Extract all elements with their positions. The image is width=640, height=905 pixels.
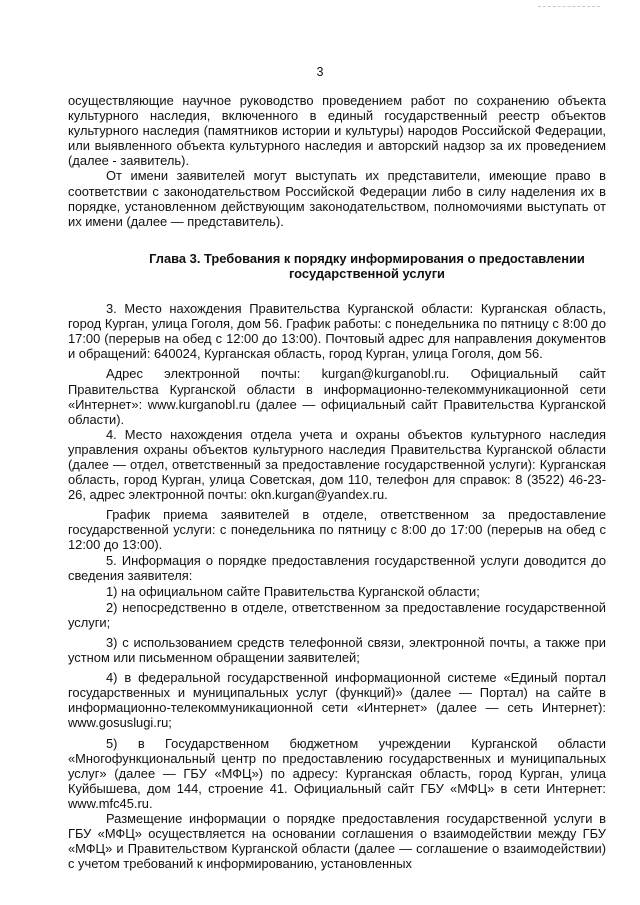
paragraph-representative: От имени заявителей могут выступать их представители, имеющие право в соответствии с законодательством Российской Федерации либо в силу наделения их в порядке, установленном действующим законодательством, полномочиями выступать от их имени (далее — представитель). xyxy=(68,168,606,229)
list-item-portal: 4) в федеральной государственной информационной системе «Единый портал государственных и муниципальных услуг (функций)» (далее — Портал) на сайте в информационно-телекоммуникационной сети «Интернет» (далее — сеть Интернет): www.gosuslugi.ru; xyxy=(68,670,606,731)
paragraph-mfc-agreement: Размещение информации о порядке предоставления государственной услуги в ГБУ «МФЦ» осуществляется на основании соглашения о взаимодействии между ГБУ «МФЦ» и Правительством Курганской области (далее — соглашение о взаимодействии) с учетом требований к информированию, установленных xyxy=(68,811,606,872)
list-item-department: 2) непосредственно в отделе, ответственном за предоставление государственной услуги; xyxy=(68,599,606,630)
page-number: 3 xyxy=(316,65,324,79)
document-body xyxy=(68,93,606,871)
chapter-heading: Глава 3. Требования к порядку информирования о предоставлении государственной услуги xyxy=(149,250,585,281)
paragraph-info-channels: 5. Информация о порядке предоставления государственной услуги доводится до сведения заявителя: xyxy=(68,552,606,583)
paragraph-government-location: 3. Место нахождения Правительства Курганской области: Курганская область, город Курган, улица Гоголя, дом 56. График работы: с понедельника по пятницу с 8:00 до 17:00 (перерыв на обед с 12:00 до 13:00). Почтовый адрес для направления документов и обращений: 640024, Курганская область, город Курган, улица Гоголя, дом 56. xyxy=(68,301,606,362)
paragraph-reception-schedule: График приема заявителей в отделе, ответственном за предоставление государственной услуги: с понедельника по пятницу с 8:00 до 17:00 (перерыв на обед с 12:00 до 13:00). xyxy=(68,507,606,553)
list-item-official-site: 1) на официальном сайте Правительства Курганской области; xyxy=(106,583,480,599)
paragraph-department-location: 4. Место нахождения отдела учета и охраны объектов культурного наследия управления охраны объектов культурного наследия Правительства Курганской области (далее — отдел, ответственный за предоставление государственной услуги): Курганская область, город Курган, улица Советская, дом 110, телефон для справок: 8 (3522) 46-23-26, адрес электронной почты: okn.kurgan@yandex.ru. xyxy=(68,426,606,503)
paragraph-applicant-definition: осуществляющие научное руководство проведением работ по сохранению объекта культурного наследия, включенного в единый государственный реестр объектов культурного наследия (памятников истории и культуры) народов Российской Федерации, или выявленного объекта культурного наследия и авторский надзор за их проведением (далее - заявитель). xyxy=(68,93,606,169)
list-item-mfc: 5) в Государственном бюджетном учреждении Курганской области «Многофункциональный центр по предоставлению государственных и муниципальных услуг» (далее — ГБУ «МФЦ») по адресу: Курганская область, город Курган, улица Куйбышева, дом 144, строение 41. Официальный сайт ГБУ «МФЦ» в сети Интернет: www.mfc45.ru. xyxy=(68,735,606,811)
paragraph-email-website: Адрес электронной почты: kurgan@kurganobl.ru. Официальный сайт Правительства Курганской области в информационно-телекоммуникационной сети «Интернет»: www.kurganobl.ru (далее — официальный сайт Правительства Курганской области). xyxy=(68,366,606,427)
scan-artifact-line xyxy=(538,6,600,7)
list-item-phone-email: 3) с использованием средств телефонной связи, электронной почты, а также при устном или письменном обращении заявителей; xyxy=(68,635,606,666)
